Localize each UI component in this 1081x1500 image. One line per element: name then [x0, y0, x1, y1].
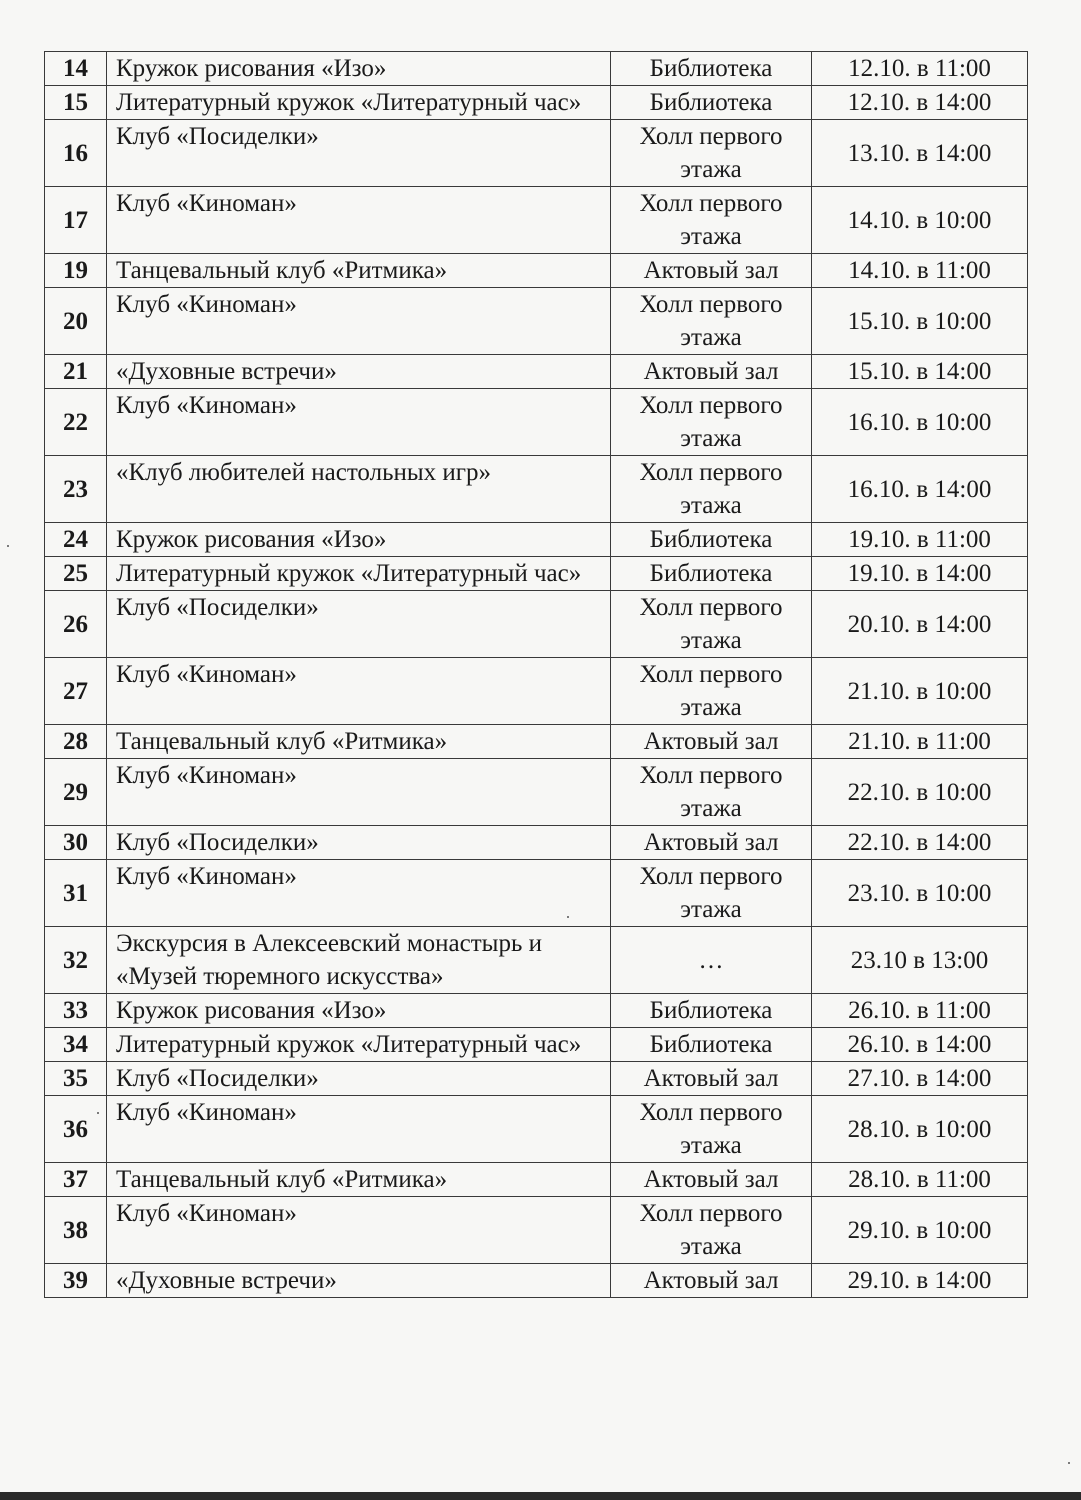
event-location: Библиотека [611, 52, 812, 86]
row-number: 21 [45, 355, 107, 389]
schedule-body [45, 52, 1028, 1298]
event-name: Клуб «Киноман» [107, 860, 611, 927]
row-number: 30 [45, 826, 107, 860]
event-name: Клуб «Киноман» [107, 1096, 611, 1163]
event-location: Библиотека [611, 994, 812, 1028]
scan-speck [1068, 1462, 1070, 1464]
event-name: Клуб «Посиделки» [107, 120, 611, 187]
row-number: 16 [45, 120, 107, 187]
event-location: Холл первого этажа [611, 658, 812, 725]
event-datetime: 22.10. в 10:00 [812, 759, 1028, 826]
event-name: Танцевальный клуб «Ритмика» [107, 1163, 611, 1197]
event-datetime: 28.10. в 11:00 [812, 1163, 1028, 1197]
table-row [45, 1264, 1028, 1298]
event-name: Клуб «Киноман» [107, 389, 611, 456]
event-name: Литературный кружок «Литературный час» [107, 86, 611, 120]
event-name: Кружок рисования «Изо» [107, 52, 611, 86]
row-number: 24 [45, 523, 107, 557]
event-location: Библиотека [611, 557, 812, 591]
table-row [45, 1096, 1028, 1163]
table-row [45, 557, 1028, 591]
event-location: Актовый зал [611, 1264, 812, 1298]
event-datetime: 23.10. в 10:00 [812, 860, 1028, 927]
table-row [45, 1197, 1028, 1264]
row-number: 33 [45, 994, 107, 1028]
event-location: Актовый зал [611, 725, 812, 759]
event-location: Актовый зал [611, 254, 812, 288]
table-row [45, 254, 1028, 288]
event-location: … [611, 927, 812, 994]
event-location: Библиотека [611, 1028, 812, 1062]
event-name: Клуб «Киноман» [107, 187, 611, 254]
scan-speck [567, 916, 569, 918]
event-name: Танцевальный клуб «Ритмика» [107, 254, 611, 288]
event-datetime: 12.10. в 14:00 [812, 86, 1028, 120]
scan-speck [7, 545, 9, 547]
event-name: Клуб «Посиделки» [107, 826, 611, 860]
schedule-table [44, 51, 1028, 1298]
row-number: 23 [45, 456, 107, 523]
row-number: 22 [45, 389, 107, 456]
event-datetime: 14.10. в 10:00 [812, 187, 1028, 254]
event-datetime: 26.10. в 14:00 [812, 1028, 1028, 1062]
event-name: Клуб «Посиделки» [107, 1062, 611, 1096]
event-datetime: 28.10. в 10:00 [812, 1096, 1028, 1163]
event-datetime: 14.10. в 11:00 [812, 254, 1028, 288]
event-datetime: 16.10. в 14:00 [812, 456, 1028, 523]
event-name: Клуб «Посиделки» [107, 591, 611, 658]
table-row [45, 389, 1028, 456]
event-datetime: 29.10. в 10:00 [812, 1197, 1028, 1264]
row-number: 14 [45, 52, 107, 86]
event-datetime: 19.10. в 14:00 [812, 557, 1028, 591]
event-datetime: 16.10. в 10:00 [812, 389, 1028, 456]
event-location: Холл первого этажа [611, 1096, 812, 1163]
table-row [45, 658, 1028, 725]
event-datetime: 23.10 в 13:00 [812, 927, 1028, 994]
event-location: Холл первого этажа [611, 860, 812, 927]
event-location: Актовый зал [611, 355, 812, 389]
event-location: Холл первого этажа [611, 456, 812, 523]
event-datetime: 15.10. в 10:00 [812, 288, 1028, 355]
table-row [45, 759, 1028, 826]
event-name: Экскурсия в Алексеевский монастырь и «Музей тюремного искусства» [107, 927, 611, 994]
event-location: Актовый зал [611, 1062, 812, 1096]
table-row [45, 994, 1028, 1028]
event-datetime: 15.10. в 14:00 [812, 355, 1028, 389]
row-number: 19 [45, 254, 107, 288]
event-location: Холл первого этажа [611, 120, 812, 187]
table-row [45, 120, 1028, 187]
row-number: 26 [45, 591, 107, 658]
event-name: Литературный кружок «Литературный час» [107, 1028, 611, 1062]
event-name: Танцевальный клуб «Ритмика» [107, 725, 611, 759]
event-datetime: 20.10. в 14:00 [812, 591, 1028, 658]
table-row [45, 86, 1028, 120]
row-number: 15 [45, 86, 107, 120]
table-row [45, 52, 1028, 86]
event-location: Холл первого этажа [611, 759, 812, 826]
event-location: Актовый зал [611, 1163, 812, 1197]
event-name: «Духовные встречи» [107, 355, 611, 389]
event-location: Холл первого этажа [611, 591, 812, 658]
scan-speck [97, 1112, 99, 1114]
table-row [45, 591, 1028, 658]
event-datetime: 21.10. в 11:00 [812, 725, 1028, 759]
event-datetime: 27.10. в 14:00 [812, 1062, 1028, 1096]
event-datetime: 19.10. в 11:00 [812, 523, 1028, 557]
event-name: Клуб «Киноман» [107, 288, 611, 355]
row-number: 37 [45, 1163, 107, 1197]
table-row [45, 456, 1028, 523]
event-datetime: 21.10. в 10:00 [812, 658, 1028, 725]
scan-bottom-edge [0, 1492, 1081, 1500]
table-row [45, 523, 1028, 557]
event-location: Библиотека [611, 86, 812, 120]
event-datetime: 12.10. в 11:00 [812, 52, 1028, 86]
row-number: 35 [45, 1062, 107, 1096]
table-row [45, 187, 1028, 254]
row-number: 29 [45, 759, 107, 826]
row-number: 20 [45, 288, 107, 355]
row-number: 27 [45, 658, 107, 725]
event-location: Холл первого этажа [611, 187, 812, 254]
table-row [45, 1062, 1028, 1096]
event-location: Библиотека [611, 523, 812, 557]
event-datetime: 13.10. в 14:00 [812, 120, 1028, 187]
table-row [45, 860, 1028, 927]
table-row [45, 355, 1028, 389]
row-number: 38 [45, 1197, 107, 1264]
event-name: Кружок рисования «Изо» [107, 994, 611, 1028]
table-row [45, 1028, 1028, 1062]
row-number: 17 [45, 187, 107, 254]
row-number: 25 [45, 557, 107, 591]
row-number: 28 [45, 725, 107, 759]
event-name: Литературный кружок «Литературный час» [107, 557, 611, 591]
event-name: Клуб «Киноман» [107, 759, 611, 826]
event-location: Холл первого этажа [611, 1197, 812, 1264]
event-name: Кружок рисования «Изо» [107, 523, 611, 557]
event-location: Холл первого этажа [611, 389, 812, 456]
row-number: 31 [45, 860, 107, 927]
event-datetime: 26.10. в 11:00 [812, 994, 1028, 1028]
row-number: 34 [45, 1028, 107, 1062]
row-number: 36 [45, 1096, 107, 1163]
event-location: Холл первого этажа [611, 288, 812, 355]
table-row [45, 1163, 1028, 1197]
table-row [45, 725, 1028, 759]
event-name: «Духовные встречи» [107, 1264, 611, 1298]
event-location: Актовый зал [611, 826, 812, 860]
row-number: 32 [45, 927, 107, 994]
event-name: Клуб «Киноман» [107, 1197, 611, 1264]
table-row [45, 826, 1028, 860]
table-row [45, 288, 1028, 355]
event-name: Клуб «Киноман» [107, 658, 611, 725]
table-row [45, 927, 1028, 994]
event-name: «Клуб любителей настольных игр» [107, 456, 611, 523]
row-number: 39 [45, 1264, 107, 1298]
event-datetime: 22.10. в 14:00 [812, 826, 1028, 860]
event-datetime: 29.10. в 14:00 [812, 1264, 1028, 1298]
